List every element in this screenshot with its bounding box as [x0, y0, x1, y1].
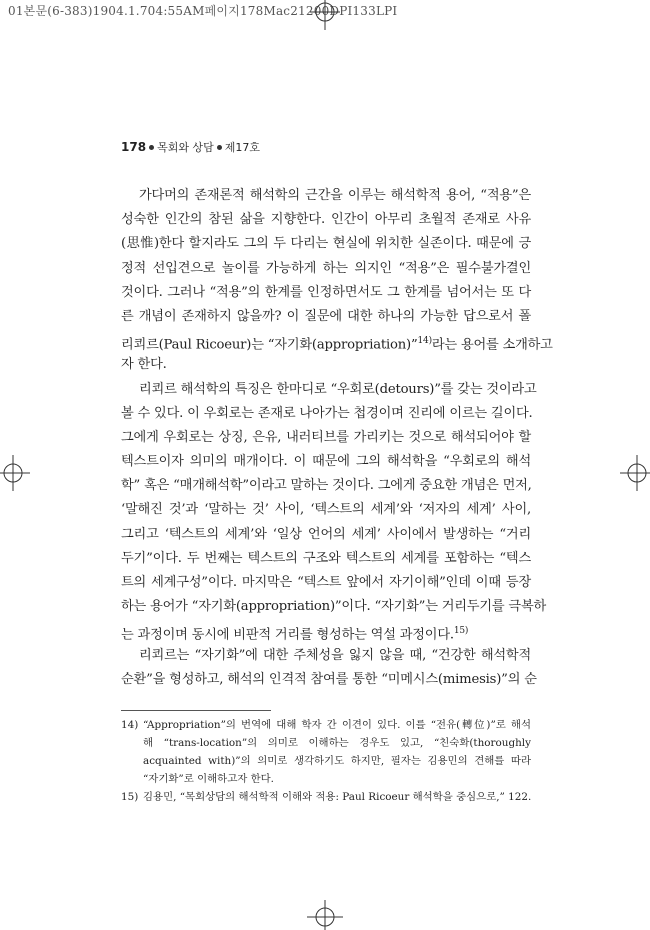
body-line-text: 텍스트이자 의미의 매개이다. 이 때문에 그의 해석학을 “우회로의 해석	[121, 454, 531, 470]
body-line	[121, 450, 531, 474]
body-line	[121, 619, 531, 643]
body-line	[121, 668, 537, 692]
footnote-text: “자기화”로 이해하고자 한다.	[143, 773, 274, 785]
body-line-text: 자 한다.	[121, 357, 167, 373]
body-line	[121, 426, 531, 450]
page-number: 178	[121, 140, 147, 154]
body-line-text: 는 과정이며 동시에 비판적 거리를 형성하는 역설 과정이다.	[121, 627, 454, 643]
body-line-text: 라는 용어를 소개하고	[431, 337, 553, 353]
body-line-text: 성숙한 인간의 참된 삶을 지향한다. 인간이 아무리 초월적 존재로 사유	[121, 212, 531, 228]
printer-slug: 01본문(6-383)1904.1.704:55AM페이지178Mac21200DPI133LPI	[8, 4, 398, 18]
body-line	[121, 305, 531, 329]
footnote-text: acquainted with)”의 의미로 생각하기도 하지만, 필자는 김용민의 견해를 따라	[143, 755, 531, 767]
body-line-text: 하는 용어가 “자기화(appropriation)”이다. “자기화”는 거리두기를 극복하	[121, 599, 547, 615]
body-line	[121, 184, 531, 208]
footnote-number: 15)	[121, 791, 139, 803]
body-line	[121, 329, 553, 353]
footnote-number: 14)	[121, 719, 139, 731]
registration-mark-left	[0, 455, 30, 491]
body-line	[121, 547, 531, 571]
body-line	[121, 498, 531, 522]
journal-title: 목회와 상담	[157, 141, 214, 154]
footnote-text: “Appropriation”의 번역에 대해 학자 간 이견이 있다. 이를 “전유(轉位)”로 해석	[143, 719, 531, 731]
body-line	[121, 232, 531, 256]
body-text	[121, 184, 553, 692]
body-line-text: 가다머의 존재론적 해석학의 근간을 이루는 해석학적 용어, “적용”은	[139, 188, 531, 203]
body-line	[121, 523, 531, 547]
body-line	[121, 378, 537, 402]
body-line-text: 볼 수 있다. 이 우회로는 존재로 나아가는 첩경이며 진리에 이르는 길이다.	[121, 405, 533, 421]
footnote-line	[121, 788, 531, 806]
bullet-icon	[149, 145, 154, 150]
footnote-reference: 14)	[417, 336, 432, 347]
body-line	[121, 644, 531, 668]
body-line-text: 그에게 우회로는 상징, 은유, 내러티브를 가리키는 것으로 해석되어야 할	[121, 429, 531, 445]
footnote-line	[121, 770, 531, 788]
registration-mark-top	[310, 0, 340, 30]
footnote-text: 김용민, “목회상담의 해석학적 이해와 적용: Paul Ricoeur 해석학을 중심으로,” 122.	[143, 791, 532, 803]
body-line-text: 것이다. 그러나 “적용”의 한계를 인정하면서도 그 한계를 넘어서는 또 다	[121, 284, 531, 300]
footnote-line	[121, 752, 531, 770]
bullet-icon	[217, 145, 222, 150]
body-line-text: 리쾨르(Paul Ricoeur)는 “자기화(appropriation)”	[121, 337, 418, 353]
body-line-text: 리쾨르 해석학의 특징은 한마디로 “우회로(detours)”를 갖는 것이라고	[139, 381, 537, 397]
body-line	[121, 571, 531, 595]
body-line	[121, 257, 531, 281]
footnote-line	[121, 734, 531, 752]
body-line-text: 그리고 ‘텍스트의 세계’와 ‘일상 언어의 세계’ 사이에서 발생하는 “거리	[121, 526, 531, 542]
running-header	[121, 139, 260, 155]
registration-mark-right	[620, 455, 650, 491]
body-line-text: 정적 선입견으로 놀이를 가능하게 하는 의지인 “적용”은 필수불가결인	[121, 260, 531, 276]
registration-mark-bottom	[307, 900, 343, 930]
body-line	[121, 402, 531, 426]
body-line	[121, 595, 547, 619]
body-line-text: 학” 혹은 “매개해석학”이라고 말하는 것이다. 그에게 중요한 개념은 먼저,	[121, 478, 532, 494]
footnote-15	[121, 788, 531, 806]
issue-number: 제17호	[224, 141, 260, 154]
body-line	[121, 281, 531, 305]
body-line-text: 두기”이다. 두 번째는 텍스트의 구조와 텍스트의 세계를 포함하는 “텍스	[121, 550, 531, 566]
footnote-rule	[121, 710, 271, 711]
body-line	[121, 353, 531, 377]
footnote-reference: 15)	[453, 626, 469, 637]
body-line-text: ‘말해진 것’과 ‘말하는 것’ 사이, ‘텍스트의 세계’와 ‘저자의 세계’ 사이,	[121, 502, 531, 518]
footnote-text: 해 “trans-location”의 의미로 이해하는 경우도 있고, “친숙화(thoroughly	[143, 737, 531, 749]
footnote-line	[121, 716, 531, 734]
body-line-text: 순환”을 형성하고, 해석의 인격적 참여를 통한 “미메시스(mimesis)”의 순	[121, 671, 537, 687]
body-line	[121, 208, 531, 232]
body-line-text: 른 개념이 존재하지 않을까? 이 질문에 대한 하나의 가능한 답으로서 폴	[121, 308, 531, 324]
body-line-text: 트의 세계구성”이다. 마지막은 “텍스트 앞에서 자기이해”인데 이때 등장	[121, 575, 531, 590]
body-line	[121, 474, 531, 498]
body-line-text: 리쾨르는 “자기화”에 대한 주체성을 잃지 않을 때, “건강한 해석학적	[139, 647, 531, 663]
body-line-text: (思惟)한다 할지라도 그의 두 다리는 현실에 위치한 실존이다. 때문에 긍	[121, 236, 531, 252]
footnote-14	[121, 716, 531, 788]
